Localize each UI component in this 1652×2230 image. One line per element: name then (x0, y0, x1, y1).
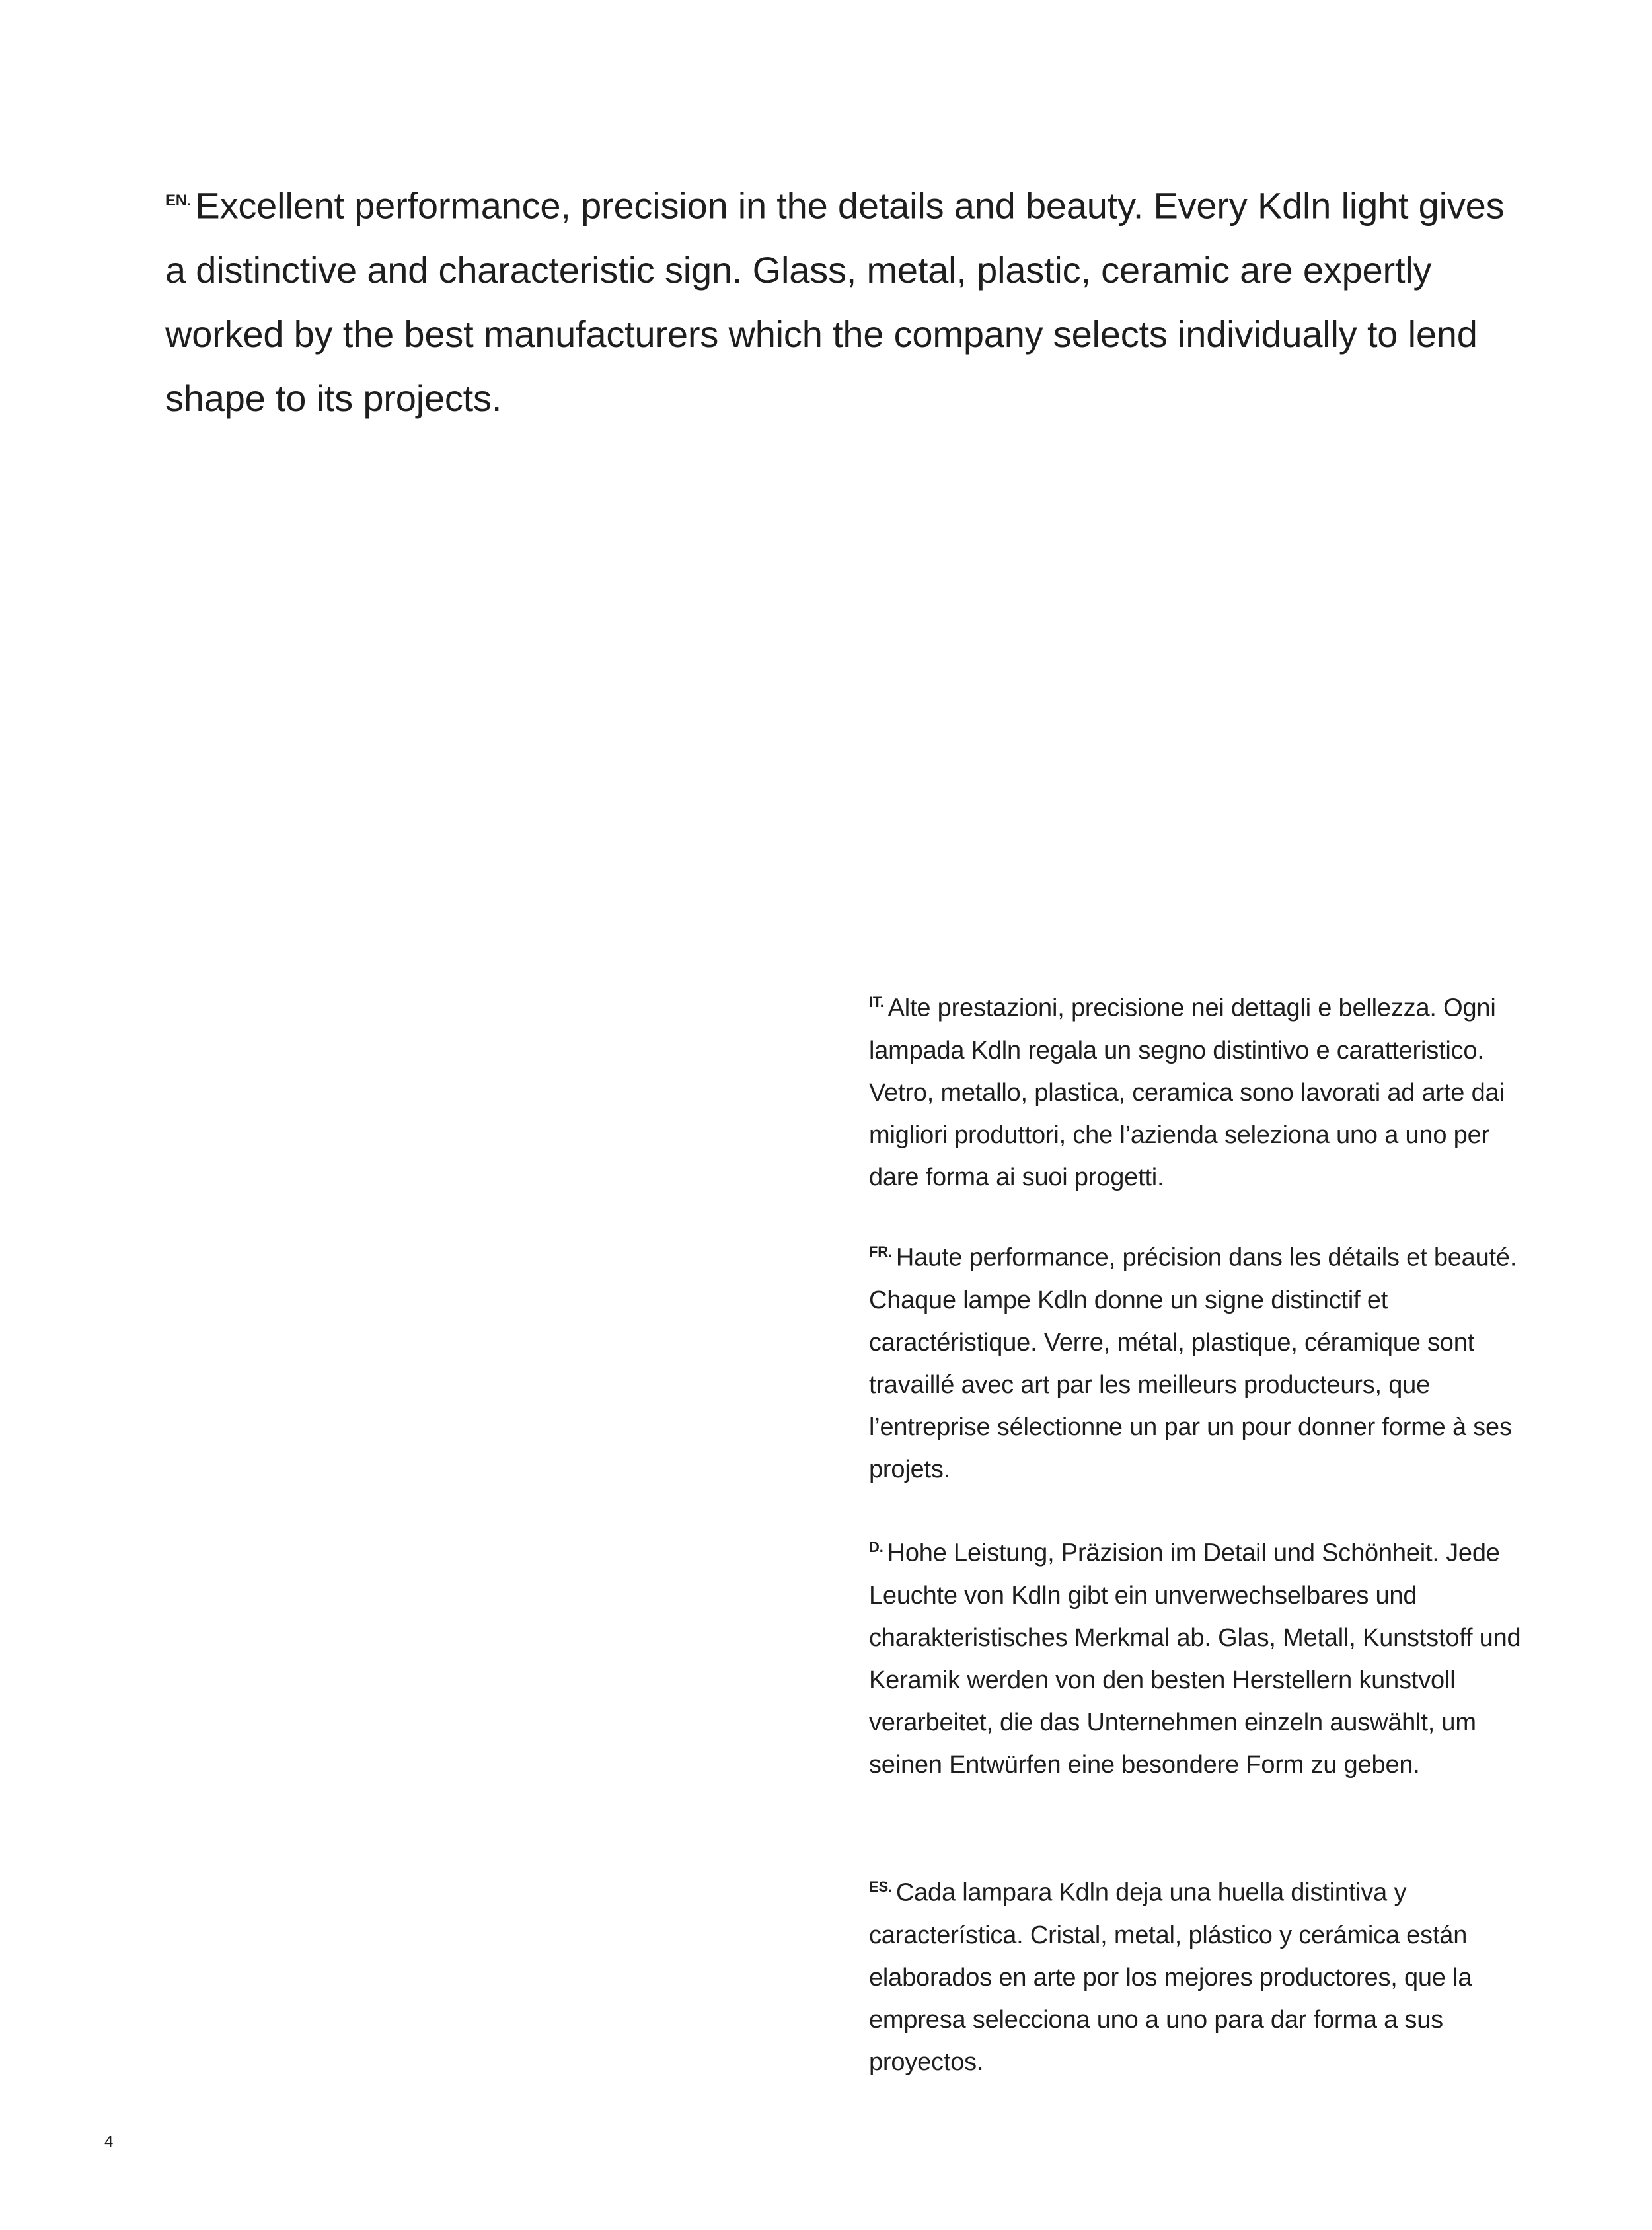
de-text: Hohe Leistung, Präzision im Detail und Schönheit. Jede Leuchte von Kdln gibt ein unverwechselbares und charakteristisches Merkmal ab. Glas, Metall, Kunststoff und Keramik werden von den besten Herstellern kunstvoll verarbeitet, die das Unternehmen einzeln auswählt, um seinen Entwürfen eine besondere Form zu geben. (869, 1539, 1521, 1779)
es-text: Cada lampara Kdln deja una huella distintiva y característica. Cristal, metal, plástico y cerámica están elaborados en arte por los mejores productores, que la empresa selecciona uno a uno para dar forma a sus proyectos. (869, 1878, 1472, 2076)
de-paragraph (869, 1526, 1530, 1786)
fr-language-tag: FR. (869, 1244, 892, 1260)
es-language-tag: ES. (869, 1878, 892, 1895)
it-paragraph (869, 981, 1530, 1199)
it-language-tag: IT. (869, 994, 884, 1010)
de-language-tag: D. (869, 1539, 883, 1555)
fr-paragraph (869, 1231, 1530, 1491)
fr-text: Haute performance, précision dans les détails et beauté. Chaque lampe Kdln donne un signe distinctif et caractéristique. Verre, métal, plastique, céramique sont travaillé avec art par les meilleurs producteurs, que l’entreprise sélectionne un par un pour donner forme à ses projets. (869, 1244, 1517, 1483)
page-number: 4 (104, 2133, 114, 2151)
en-language-tag: EN. (165, 192, 192, 209)
es-paragraph (869, 1866, 1530, 2083)
it-text: Alte prestazioni, precisione nei dettagli e bellezza. Ogni lampada Kdln regala un segno distintivo e caratteristico. Vetro, metallo, plastica, ceramica sono lavorati ad arte dai migliori produttori, che l’azienda seleziona uno a uno per dare forma ai suoi progetti. (869, 994, 1505, 1191)
en-text: Excellent performance, precision in the details and beauty. Every Kdln light gives a distinctive and characteristic sign. Glass, metal, plastic, ceramic are expertly worked by the best manufacturers which the company selects individually to lend shape to its projects. (165, 184, 1505, 419)
en-paragraph (165, 168, 1520, 430)
